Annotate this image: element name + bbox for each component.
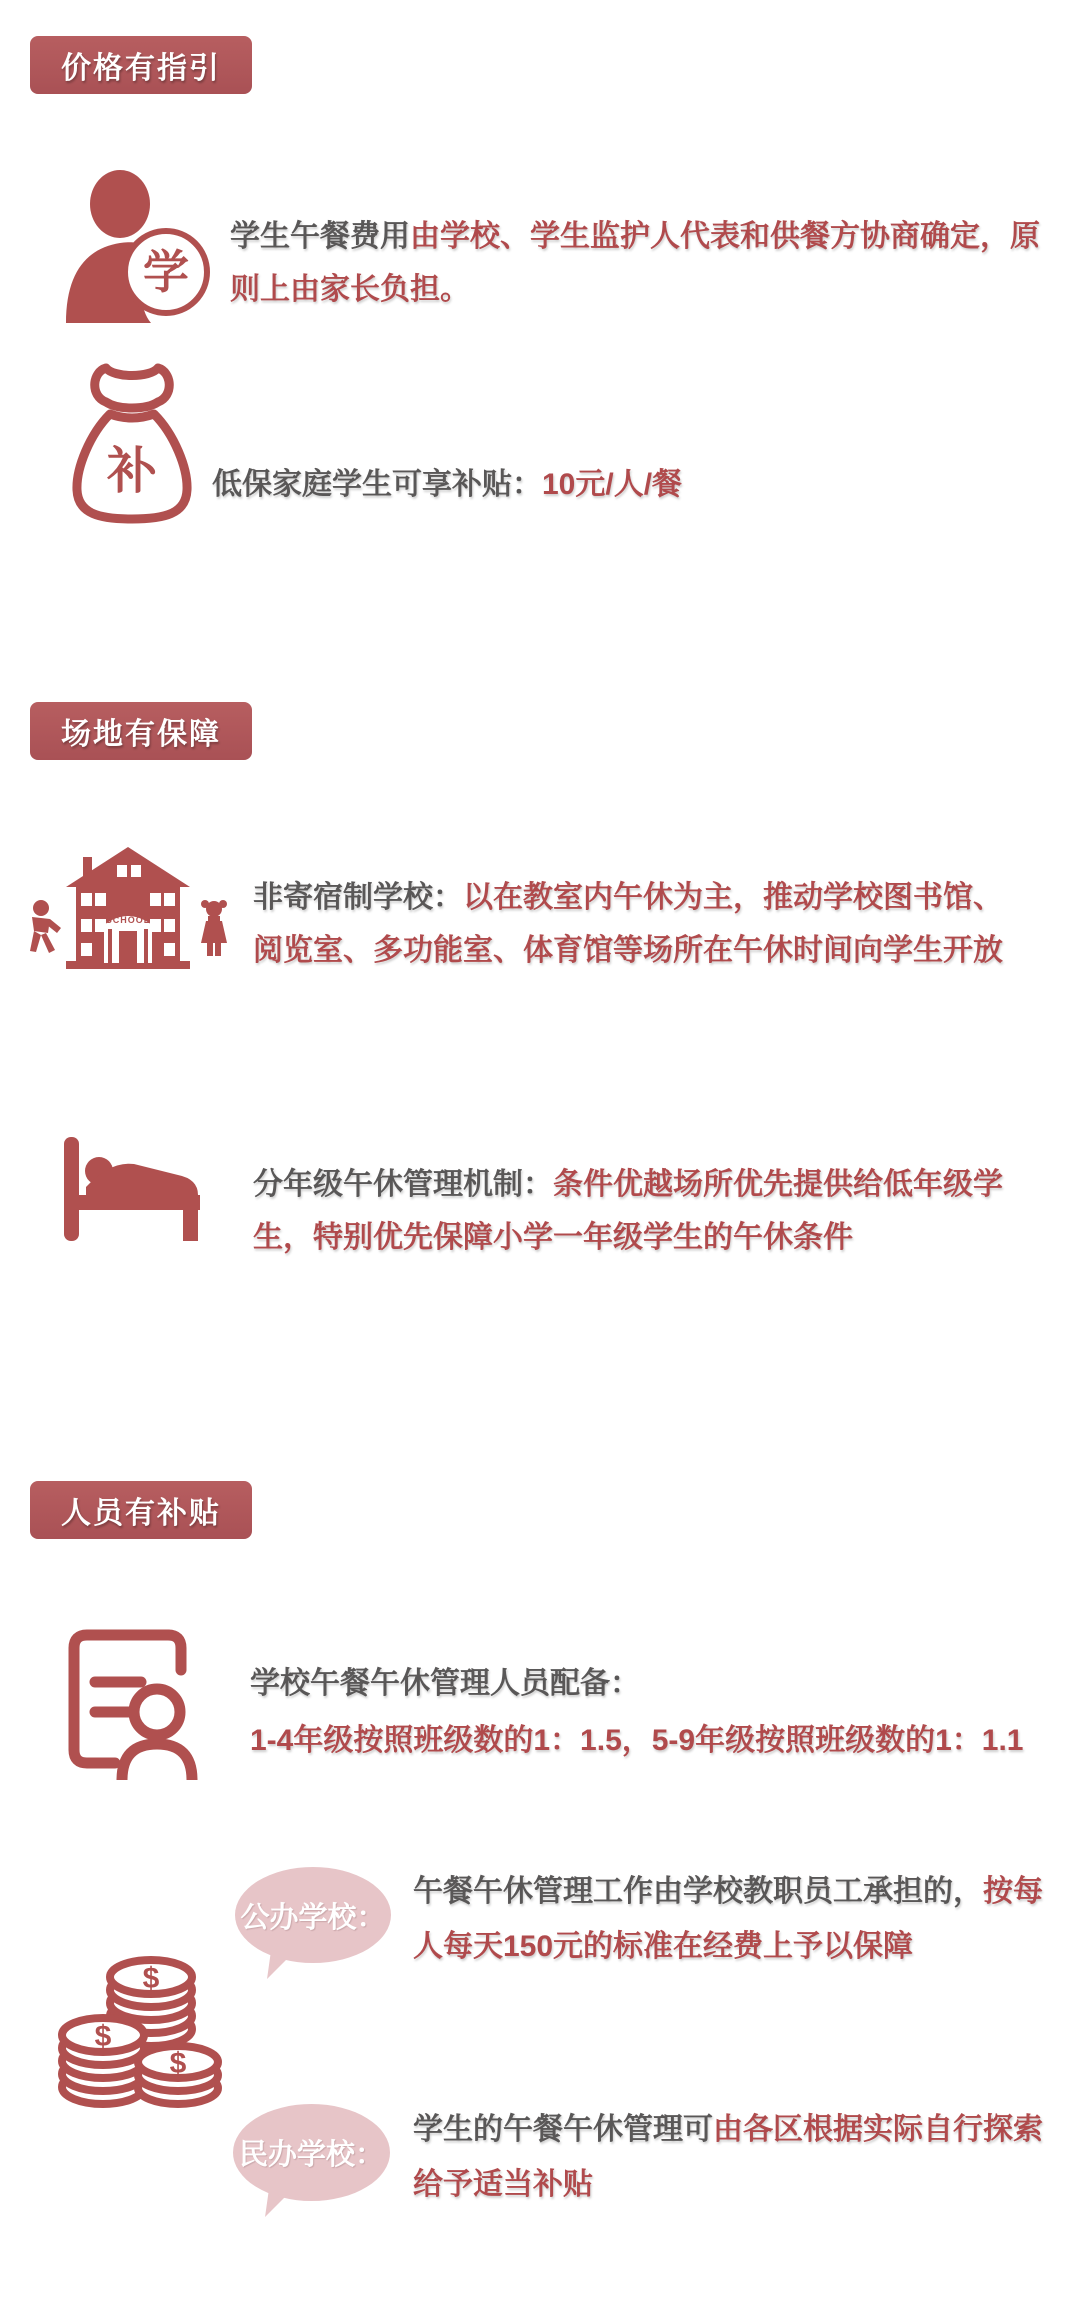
subsidy-text [212,458,1072,511]
dollar-symbol: $ [142,1962,160,1995]
text-gray-line: 学校午餐午休管理人员配备： [250,1667,640,1700]
banner-title: 人员有补贴 [61,1497,221,1530]
school-sign-text: SCHOOL [105,915,151,925]
lunch-fee-text [230,210,1052,316]
bubble-label: 公办学校： [240,1901,386,1934]
text-gray-part: 分年级午休管理机制： [253,1168,553,1201]
text-red-part: 10元/人/餐 [542,468,683,501]
banner-title: 场地有保障 [61,718,221,751]
bubble-private-school [233,2104,390,2201]
text-red-part: 由学校、学生监护人代表和供餐方协商确定，原则上由家长负担。 [230,220,1040,306]
coin-stack-icon [48,1933,233,2108]
banner-staff-subsidy [30,1481,252,1539]
school-building-icon [28,823,228,970]
bubble-label: 民办学校： [238,2139,384,2171]
text-red-line: 1-4年级按照班级数的1：1.5，5-9年级按照班级数的1：1.1 [250,1724,1024,1757]
text-gray-part: 非寄宿制学校： [253,881,463,914]
dollar-symbol: $ [94,2020,112,2053]
text-red-part: 条件优越场所优先提供给低年级学生，特别优先保障小学一年级学生的午休条件 [253,1168,1003,1254]
text-gray-part: 学生午餐费用 [230,220,410,253]
bubble-public-school [235,1867,391,1963]
nap-mechanism-text [253,1158,1023,1264]
banner-venue-guarantee [30,702,252,760]
non-boarding-school-text [253,871,1023,977]
banner-price-guidance [30,36,252,94]
text-red-part: 按每人每天150元的标准在经费上予以保障 [413,1875,1043,1963]
text-red-part: 由各区根据实际自行探索给予适当补贴 [413,2113,1043,2201]
text-gray-part: 学生的午餐午休管理可 [413,2113,713,2146]
banner-title: 价格有指引 [61,52,221,85]
subsidy-badge-text: 补 [107,443,157,499]
staffing-ratio-text [250,1657,1080,1767]
subsidy-bag-icon [66,356,198,524]
dollar-symbol: $ [169,2047,187,2080]
staff-roster-icon [53,1618,205,1780]
student-badge-text: 学 [143,246,189,298]
text-gray-part: 午餐午休管理工作由学校教职员工承担的， [413,1875,983,1908]
private-school-text [413,2102,1058,2212]
nap-bed-icon [58,1133,206,1245]
text-gray-part: 低保家庭学生可享补贴： [212,468,542,501]
student-avatar-icon [62,168,212,323]
public-school-text [413,1864,1058,1974]
text-red-part: 以在教室内午休为主，推动学校图书馆、阅览室、多功能室、体育馆等场所在午休时间向学生开放 [253,881,1003,967]
